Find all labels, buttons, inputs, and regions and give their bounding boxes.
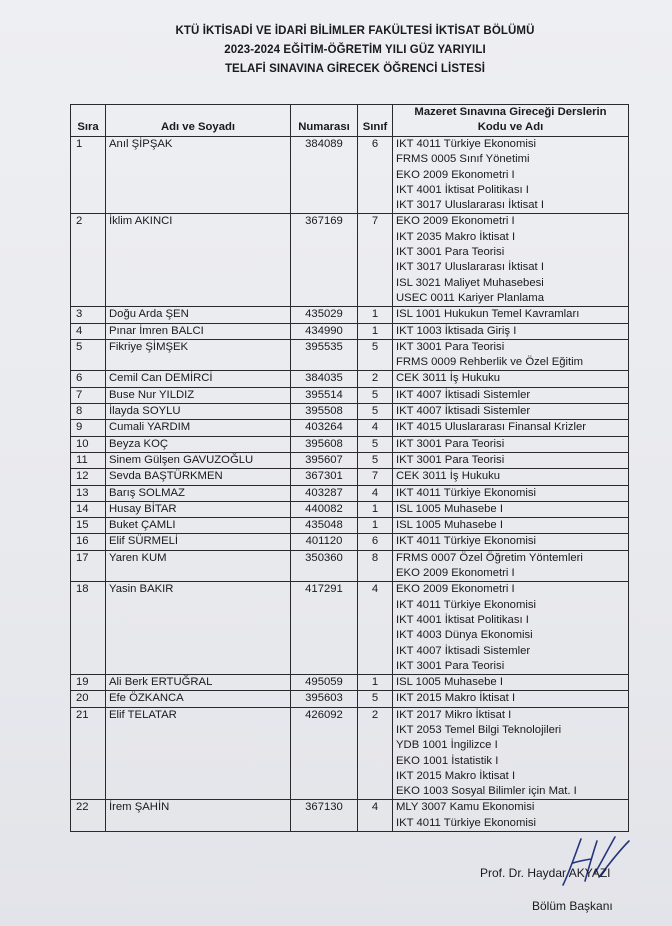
- student-class: 5: [358, 436, 393, 452]
- course-item: CEK 3011 İş Hukuku: [396, 372, 501, 385]
- course-list: [393, 137, 629, 214]
- course-item: IKT 4011 Türkiye Ekonomisi: [396, 138, 537, 150]
- header-term: 2023-2024 EĞİTİM-ÖĞRETİM YILI GÜZ YARIYILI: [224, 44, 486, 56]
- table-row: [71, 534, 629, 550]
- student-number: 403287: [291, 485, 358, 501]
- row-number: 6: [71, 371, 106, 387]
- table-row: [71, 800, 629, 832]
- course-item: IKT 4011 Türkiye Ekonomisi: [396, 816, 537, 829]
- student-number: 367301: [291, 469, 358, 485]
- student-name: Beyza KOÇ: [106, 436, 291, 452]
- course-item: USEC 0011 Kariyer Planlama: [396, 291, 544, 304]
- student-name: İlayda SOYLU: [106, 404, 291, 420]
- student-number: 435029: [291, 307, 358, 323]
- row-number: 3: [71, 307, 106, 323]
- student-name: Efe ÖZKANCA: [106, 691, 291, 707]
- table-row: [71, 339, 629, 371]
- student-name: Cemil Can DEMİRCİ: [106, 371, 291, 387]
- column-header-courses-line1: Mazeret Sınavına Gireceği Derslerin: [414, 106, 607, 118]
- student-name: Pınar İmren BALCI: [106, 323, 291, 339]
- header-faculty: KTÜ İKTİSADİ VE İDARİ BİLİMLER FAKÜLTESİ İKTİSAT BÖLÜMÜ: [175, 25, 535, 37]
- course-list: [393, 485, 629, 501]
- student-number: 367169: [291, 214, 358, 307]
- student-number: 426092: [291, 707, 358, 800]
- row-number: 1: [71, 137, 106, 214]
- table-row: [71, 469, 629, 485]
- row-number: 9: [71, 420, 106, 436]
- student-class: 5: [358, 452, 393, 468]
- student-number: 401120: [291, 534, 358, 550]
- row-number: 20: [71, 691, 106, 707]
- course-item: IKT 1003 İktisada Giriş I: [396, 324, 517, 337]
- course-item: EKO 1001 İstatistik I: [396, 754, 499, 767]
- table-row: [71, 404, 629, 420]
- course-item: EKO 2009 Ekonometri I: [396, 215, 515, 228]
- course-list: [393, 307, 629, 323]
- student-name: Yaren KUM: [106, 550, 291, 582]
- student-class: 5: [358, 339, 393, 371]
- table-row: [71, 436, 629, 452]
- course-item: IKT 3001 Para Teorisi: [396, 437, 505, 450]
- course-item: EKO 2009 Ekonometri I: [396, 583, 515, 596]
- course-list: [393, 550, 629, 582]
- student-name: Elif TELATAR: [106, 707, 291, 800]
- student-class: 2: [358, 707, 393, 800]
- student-number: 395508: [291, 404, 358, 420]
- student-name: Doğu Arda ŞEN: [106, 307, 291, 323]
- student-name: Buse Nur YILDIZ: [106, 387, 291, 403]
- student-class: 4: [358, 800, 393, 832]
- course-list: [393, 675, 629, 691]
- course-item: ISL 1005 Muhasebe I: [396, 519, 503, 532]
- table-row: [71, 452, 629, 468]
- course-item: IKT 2015 Makro İktisat I: [396, 769, 516, 782]
- table-row: [71, 675, 629, 691]
- row-number: 10: [71, 436, 106, 452]
- student-number: 440082: [291, 501, 358, 517]
- course-item: FRMS 0009 Rehberlik ve Özel Eğitim: [396, 356, 584, 369]
- course-list: [393, 371, 629, 387]
- course-list: [393, 404, 629, 420]
- table-row: [71, 137, 629, 214]
- table-row: [71, 420, 629, 436]
- student-number: 403264: [291, 420, 358, 436]
- course-item: EKO 2009 Ekonometri I: [396, 168, 515, 181]
- course-list: [393, 800, 629, 832]
- course-item: IKT 4007 İktisadi Sistemler: [396, 388, 531, 401]
- course-item: IKT 2035 Makro İktisat I: [396, 230, 516, 243]
- student-number: 367130: [291, 800, 358, 832]
- course-item: IKT 3001 Para Teorisi: [396, 659, 505, 672]
- student-class: 1: [358, 307, 393, 323]
- course-list: [393, 534, 629, 550]
- course-item: IKT 3017 Uluslararası İktisat I: [396, 261, 544, 274]
- signer-title: Bölüm Başkanı: [532, 899, 613, 913]
- row-number: 17: [71, 550, 106, 582]
- column-header-number: Numarası: [291, 105, 358, 137]
- student-name: Sevda BAŞTÜRKMEN: [106, 469, 291, 485]
- student-class: 8: [358, 550, 393, 582]
- student-name: Fikriye ŞİMŞEK: [106, 339, 291, 371]
- course-list: [393, 420, 629, 436]
- course-item: IKT 2017 Mikro İktisat I: [396, 708, 512, 721]
- course-item: EKO 2009 Ekonometri I: [396, 567, 515, 580]
- student-class: 4: [358, 420, 393, 436]
- table-row: [71, 707, 629, 800]
- course-item: IKT 4011 Türkiye Ekonomisi: [396, 598, 537, 611]
- course-list: [393, 323, 629, 339]
- course-item: IKT 4015 Uluslararası Finansal Krizler: [396, 421, 587, 434]
- student-class: 7: [358, 469, 393, 485]
- column-header-no: Sıra: [71, 105, 106, 137]
- course-item: IKT 2015 Makro İktisat I: [396, 692, 516, 705]
- student-class: 1: [358, 501, 393, 517]
- header-list-title: TELAFİ SINAVINA GİRECEK ÖĞRENCİ LİSTESİ: [224, 63, 486, 75]
- student-number: 435048: [291, 518, 358, 534]
- course-item: IKT 4007 İktisadi Sistemler: [396, 405, 531, 418]
- table-row: [71, 485, 629, 501]
- student-number: 495059: [291, 675, 358, 691]
- course-item: IKT 3001 Para Teorisi: [396, 340, 505, 353]
- row-number: 14: [71, 501, 106, 517]
- table-row: [71, 371, 629, 387]
- table-row: [71, 691, 629, 707]
- student-number: 395535: [291, 339, 358, 371]
- student-number: 395603: [291, 691, 358, 707]
- table-row: [71, 307, 629, 323]
- course-item: MLY 3007 Kamu Ekonomisi: [396, 801, 535, 814]
- column-header-name: Adı ve Soyadı: [106, 105, 291, 137]
- student-name: Buket ÇAMLI: [106, 518, 291, 534]
- student-number: 434990: [291, 323, 358, 339]
- course-list: [393, 469, 629, 485]
- row-number: 11: [71, 452, 106, 468]
- course-list: [393, 707, 629, 800]
- student-name: Anıl ŞİPŞAK: [106, 137, 291, 214]
- student-number: 395608: [291, 436, 358, 452]
- column-header-courses-line2: Kodu ve Adı: [477, 121, 544, 133]
- table-header-row: [71, 105, 629, 137]
- row-number: 7: [71, 387, 106, 403]
- row-number: 12: [71, 469, 106, 485]
- student-class: 1: [358, 518, 393, 534]
- row-number: 8: [71, 404, 106, 420]
- table-row: [71, 550, 629, 582]
- table-row: [71, 387, 629, 403]
- student-class: 6: [358, 534, 393, 550]
- row-number: 18: [71, 582, 106, 675]
- signer-name: Prof. Dr. Haydar AKYAZI: [480, 866, 611, 880]
- row-number: 21: [71, 707, 106, 800]
- course-item: IKT 4001 İktisat Politikası I: [396, 183, 529, 196]
- signature-icon: [555, 833, 635, 893]
- course-item: FRMS 0005 Sınıf Yönetimi: [396, 153, 530, 166]
- student-name: İklim AKINCI: [106, 214, 291, 307]
- table-row: [71, 323, 629, 339]
- student-number: 395514: [291, 387, 358, 403]
- course-list: [393, 501, 629, 517]
- row-number: 5: [71, 339, 106, 371]
- student-class: 5: [358, 691, 393, 707]
- row-number: 22: [71, 800, 106, 832]
- student-name: Cumali YARDIM: [106, 420, 291, 436]
- student-class: 4: [358, 582, 393, 675]
- table-row: [71, 518, 629, 534]
- row-number: 13: [71, 485, 106, 501]
- student-number: 384089: [291, 137, 358, 214]
- row-number: 4: [71, 323, 106, 339]
- course-item: FRMS 0007 Özel Öğretim Yöntemleri: [396, 551, 583, 564]
- course-list: [393, 214, 629, 307]
- student-name: Husay BİTAR: [106, 501, 291, 517]
- document-header: [120, 22, 590, 79]
- table-row: [71, 214, 629, 307]
- student-number: 417291: [291, 582, 358, 675]
- course-list: [393, 436, 629, 452]
- column-header-courses: [393, 105, 629, 137]
- course-list: [393, 518, 629, 534]
- student-name: Yasin BAKIR: [106, 582, 291, 675]
- course-item: ISL 1001 Hukukun Temel Kavramları: [396, 308, 580, 321]
- table-row: [71, 582, 629, 675]
- course-item: IKT 4007 İktisadi Sistemler: [396, 644, 531, 657]
- course-item: IKT 4011 Türkiye Ekonomisi: [396, 486, 537, 499]
- course-list: [393, 582, 629, 675]
- row-number: 19: [71, 675, 106, 691]
- course-item: EKO 1003 Sosyal Bilimler için Mat. I: [396, 785, 577, 798]
- course-item: ISL 1005 Muhasebe I: [396, 502, 503, 515]
- course-list: [393, 387, 629, 403]
- student-number: 395607: [291, 452, 358, 468]
- course-list: [393, 691, 629, 707]
- student-list-table: [70, 104, 629, 832]
- student-name: Barış SOLMAZ: [106, 485, 291, 501]
- student-name: Ali Berk ERTUĞRAL: [106, 675, 291, 691]
- student-name: Elif SÜRMELİ: [106, 534, 291, 550]
- course-list: [393, 452, 629, 468]
- course-list: [393, 339, 629, 371]
- student-name: İrem ŞAHİN: [106, 800, 291, 832]
- course-item: IKT 4003 Dünya Ekonomisi: [396, 629, 533, 642]
- student-name: Sinem Gülşen GAVUZOĞLU: [106, 452, 291, 468]
- row-number: 2: [71, 214, 106, 307]
- course-item: IKT 3001 Para Teorisi: [396, 453, 505, 466]
- course-item: IKT 3017 Uluslararası İktisat I: [396, 199, 544, 212]
- row-number: 15: [71, 518, 106, 534]
- row-number: 16: [71, 534, 106, 550]
- course-item: YDB 1001 İngilizce I: [396, 739, 498, 752]
- course-item: IKT 2053 Temel Bilgi Teknolojileri: [396, 723, 562, 736]
- student-class: 2: [358, 371, 393, 387]
- course-item: IKT 4001 İktisat Politikası I: [396, 613, 529, 626]
- student-class: 5: [358, 404, 393, 420]
- table-row: [71, 501, 629, 517]
- course-item: CEK 3011 İş Hukuku: [396, 470, 501, 483]
- student-class: 5: [358, 387, 393, 403]
- column-header-class: Sınıf: [358, 105, 393, 137]
- course-item: ISL 1005 Muhasebe I: [396, 676, 503, 689]
- student-number: 384035: [291, 371, 358, 387]
- course-item: IKT 4011 Türkiye Ekonomisi: [396, 535, 537, 548]
- course-item: IKT 3001 Para Teorisi: [396, 246, 505, 259]
- student-class: 6: [358, 137, 393, 214]
- course-item: ISL 3021 Maliyet Muhasebesi: [396, 276, 544, 289]
- student-number: 350360: [291, 550, 358, 582]
- student-class: 7: [358, 214, 393, 307]
- student-class: 4: [358, 485, 393, 501]
- student-class: 1: [358, 323, 393, 339]
- student-class: 1: [358, 675, 393, 691]
